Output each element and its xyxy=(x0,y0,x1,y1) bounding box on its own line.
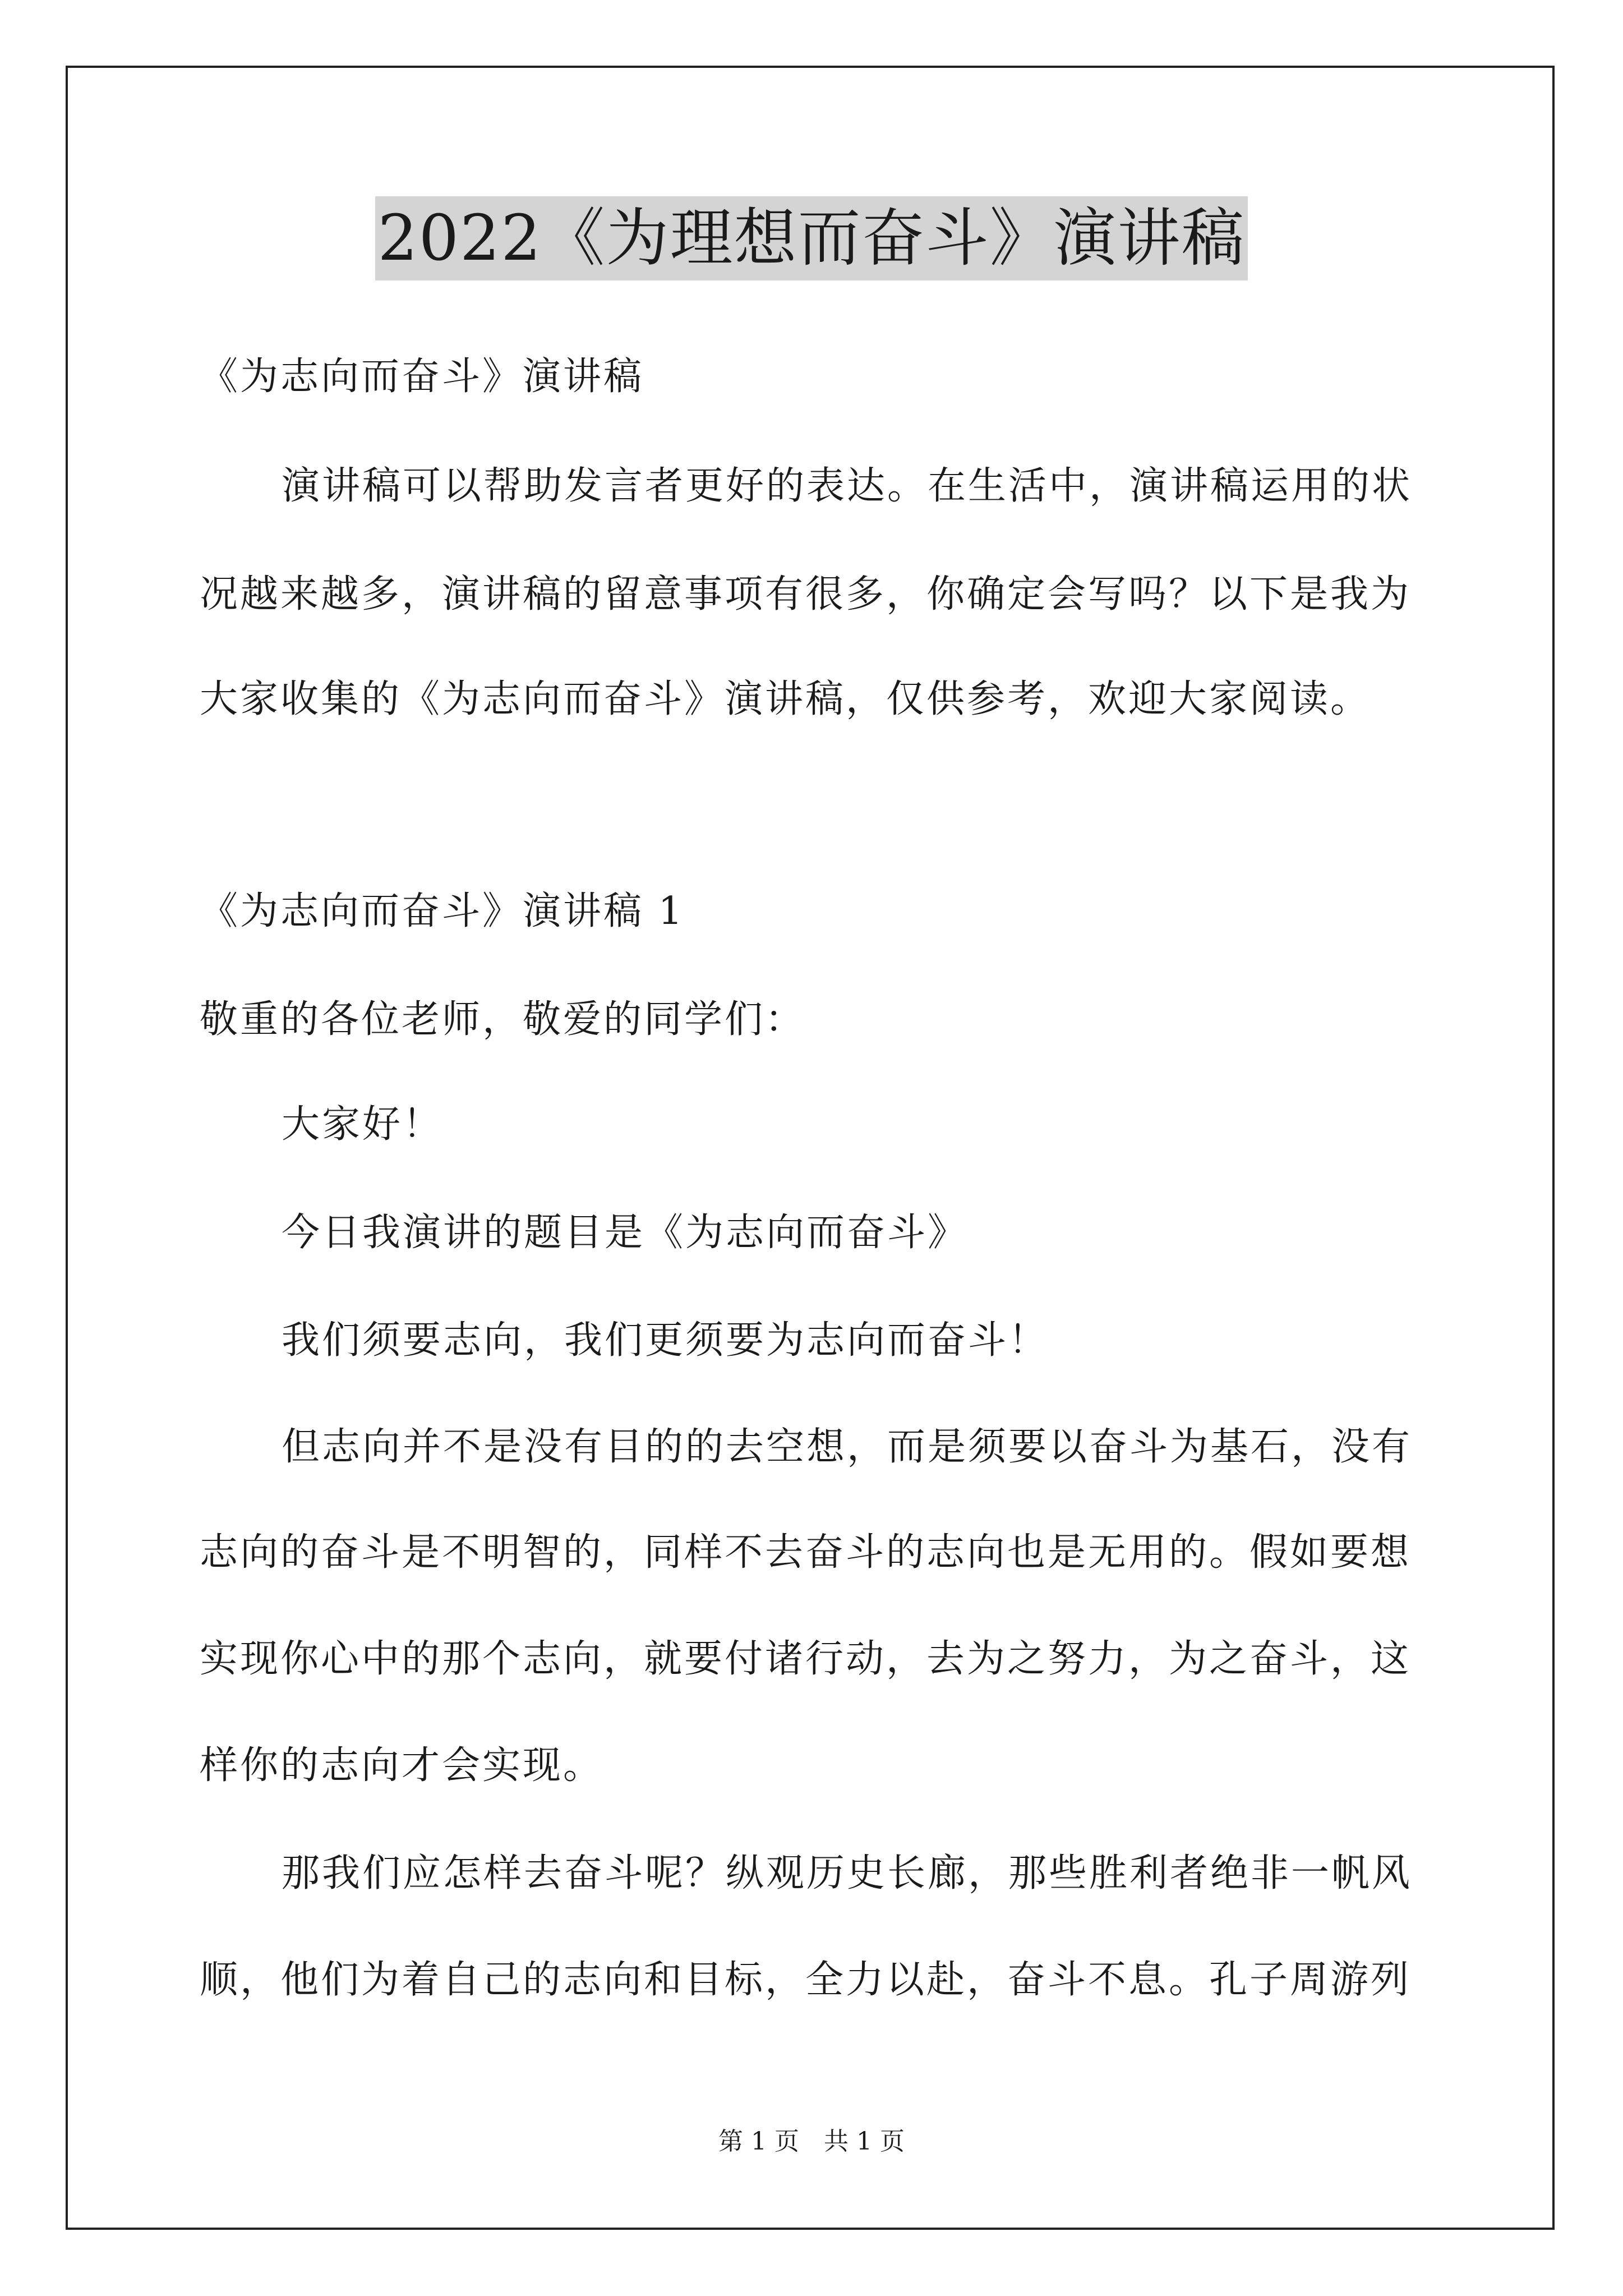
salutation-line: 敬重的各位老师，敬爱的同学们： xyxy=(200,997,806,1042)
section-heading: 《为志向而奋斗》演讲稿 xyxy=(200,355,644,399)
document-title: 2022《为理想而奋斗》演讲稿 xyxy=(375,196,1247,280)
paragraph-line: 今日我演讲的题目是《为志向而奋斗》 xyxy=(282,1211,969,1255)
greeting-line: 大家好！ xyxy=(282,1102,444,1147)
paragraph-line: 志向的奋斗是不明智的，同样不去奋斗的志向也是无用的。假如要想 xyxy=(200,1530,1412,1575)
paragraph-line: 样你的志向才会实现。 xyxy=(200,1743,604,1788)
paragraph-line: 那我们应怎样去奋斗呢？纵观历史长廊，那些胜利者绝非一帆风 xyxy=(282,1851,1413,1895)
paragraph-line: 实现你心中的那个志向，就要付诸行动，去为之努力，为之奋斗，这 xyxy=(200,1637,1412,1681)
paragraph-line: 况越来越多，演讲稿的留意事项有很多，你确定会写吗？以下是我为 xyxy=(200,572,1412,616)
title-container xyxy=(0,196,1623,280)
paragraph-line: 顺，他们为着自己的志向和目标，全力以赴，奋斗不息。孔子周游列 xyxy=(200,1958,1412,2002)
page-footer: 第 1 页 共 1 页 xyxy=(718,2127,905,2156)
paragraph-line: 大家收集的《为志向而奋斗》演讲稿，仅供参考，欢迎大家阅读。 xyxy=(200,677,1371,721)
paragraph-line: 我们须要志向，我们更须要为志向而奋斗！ xyxy=(282,1318,1049,1363)
paragraph-line: 但志向并不是没有目的的去空想，而是须要以奋斗为基石，没有 xyxy=(282,1425,1413,1469)
paragraph-line: 演讲稿可以帮助发言者更好的表达。在生活中，演讲稿运用的状 xyxy=(282,464,1413,508)
section-heading: 《为志向而奋斗》演讲稿 1 xyxy=(200,889,685,933)
